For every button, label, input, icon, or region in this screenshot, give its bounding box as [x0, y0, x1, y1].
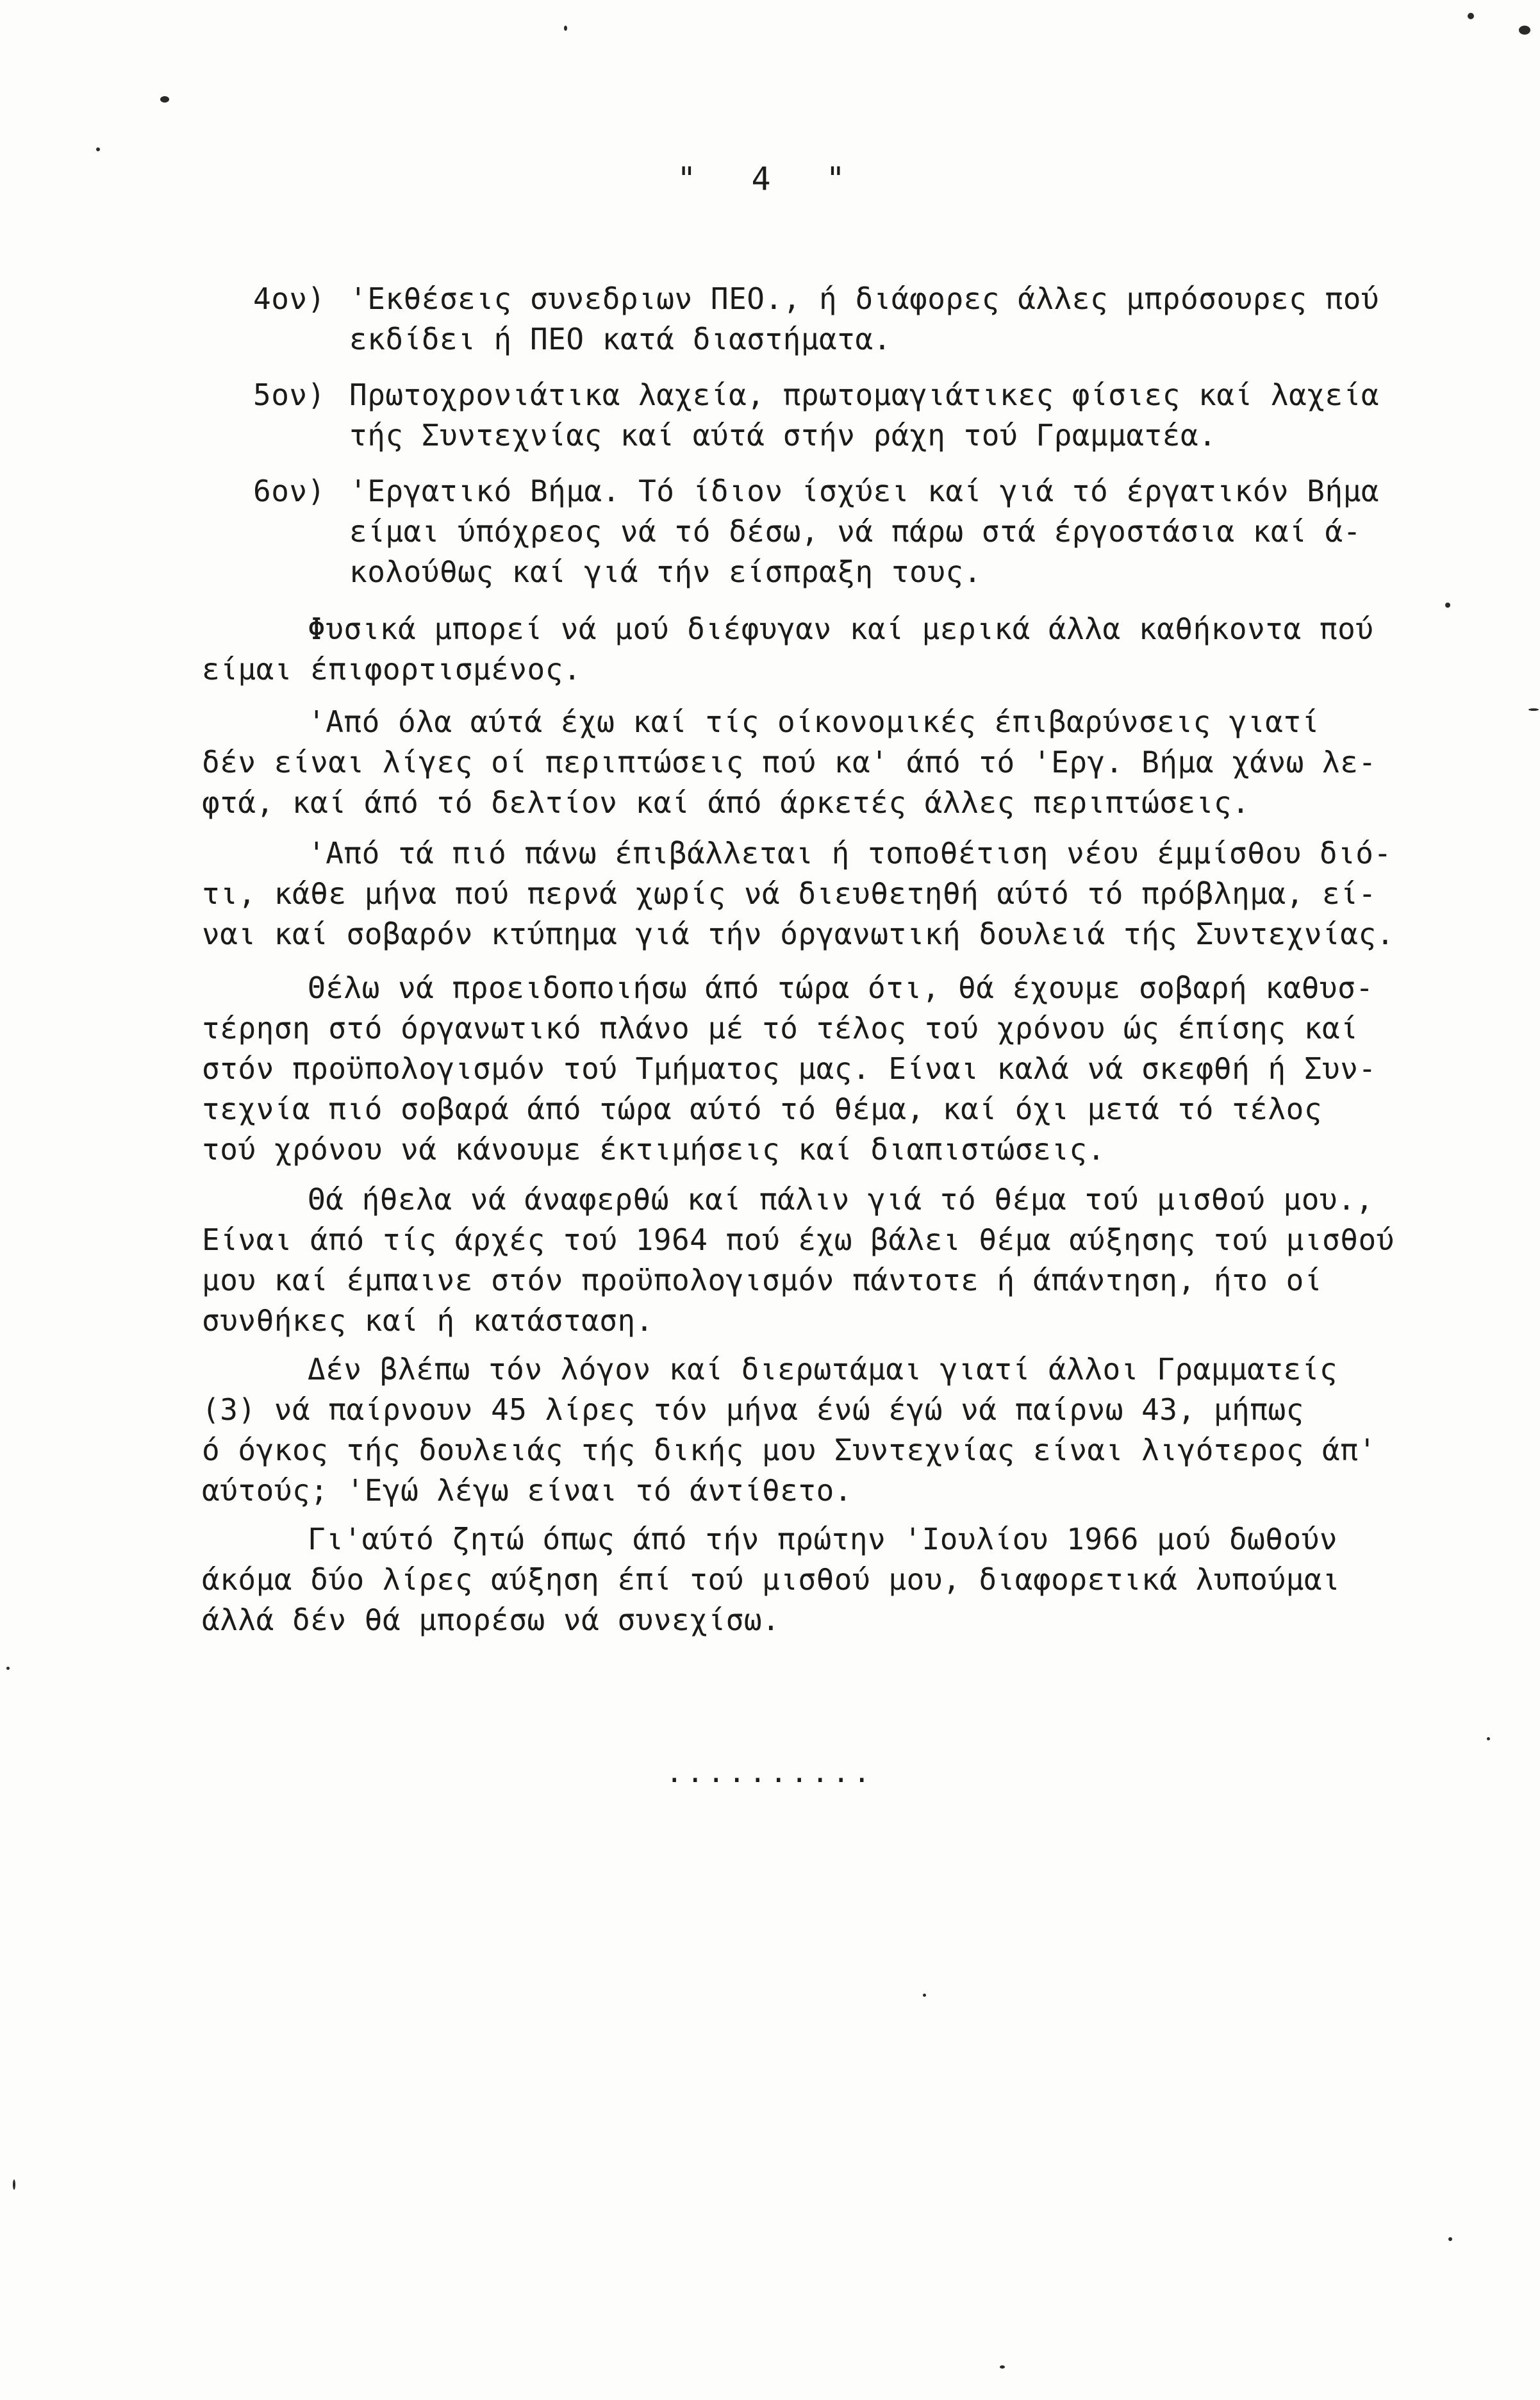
text-line: κολούθως καί γιά τήν είσπραξη τους.: [349, 554, 982, 589]
text-line: τι, κάθε μήνα πού περνά χωρίς νά διευθετηθή αύτό τό πρόβλημα, εί-: [202, 876, 1377, 911]
text-line: άκόμα δύο λίρες αύξηση έπί τού μισθού μου, διαφορετικά λυπούμαι: [202, 1562, 1341, 1597]
scan-speck: [923, 1994, 926, 1997]
text-line: ναι καί σοβαρόν κτύπημα γιά τήν όργανωτική δουλειά τής Συντεχνίας.: [202, 917, 1395, 951]
text-line: στόν προϋπολογισμόν τού Τμήματος μας. Είναι καλά νά σκεφθή ή Συν-: [202, 1051, 1377, 1086]
scan-speck: [13, 2179, 15, 2190]
text-line: ό όγκος τής δουλειάς τής δικής μου Συντεχνίας είναι λιγότερος άπ': [202, 1433, 1377, 1467]
paragraph: [202, 1519, 1484, 1640]
scan-speck: [1487, 1737, 1490, 1740]
scan-speck: [1448, 2237, 1452, 2241]
text-line: 'Από τά πιό πάνω έπιβάλλεται ή τοποθέτιση νέου έμμίσθου διό-: [308, 836, 1392, 871]
text-line: 'Εκθέσεις συνεδριων ΠΕΟ., ή διάφορες άλλες μπρόσουρες πού: [349, 281, 1380, 316]
text-line: άλλά δέν θά μπορέσω νά συνεχίσω.: [202, 1603, 781, 1637]
text-line: Είναι άπό τίς άρχές τού 1964 πού έχω βάλει θέμα αύξησης τού μισθού: [202, 1222, 1395, 1257]
paragraph: [202, 702, 1484, 823]
text-line: τής Συντεχνίας καί αύτά στήν ράχη τού Γραμματέα.: [349, 418, 1217, 453]
paragraph: [202, 1349, 1484, 1511]
text-line: (3) νά παίρνουν 45 λίρες τόν μήνα ένώ έγώ νά παίρνω 43, μήπως: [202, 1392, 1304, 1427]
text-line: φτά, καί άπό τό δελτίον καί άπό άρκετές άλλες περιπτώσεις.: [202, 785, 1250, 820]
page-number: " 4 ": [677, 160, 863, 197]
item-text: [349, 279, 1379, 360]
scan-speck: [6, 1667, 10, 1670]
scan-speck: [1528, 708, 1539, 711]
text-line: Θά ήθελα νά άναφερθώ καί πάλιν γιά τό θέμα τού μισθού μου.,: [308, 1182, 1374, 1217]
text-line: τού χρόνου νά κάνουμε έκτιμήσεις καί διαπιστώσεις.: [202, 1132, 1105, 1167]
text-line: Πρωτοχρονιάτικα λαχεία, πρωτομαγιάτικες φίσιες καί λαχεία: [349, 378, 1380, 412]
text-line: Γι'αύτό ζητώ όπως άπό τήν πρώτην 'Ιουλίου 1966 μού δωθούν: [308, 1522, 1338, 1556]
scan-speck: [1519, 26, 1530, 35]
item-text: [349, 471, 1379, 592]
text-line: 'Από όλα αύτά έχω καί τίς οίκονομικές έπιβαρύνσεις γιατί: [308, 704, 1320, 739]
scan-speck: [1000, 2365, 1005, 2369]
text-line: συνθήκες καί ή κατάσταση.: [202, 1303, 654, 1338]
text-line: Θέλω νά προειδοποιήσω άπό τώρα ότι, θά έχουμε σοβαρή καθυσ-: [308, 971, 1374, 1005]
text-line: δέν είναι λίγες οί περιπτώσεις πού κα' άπό τό 'Εργ. Βήμα χάνω λε-: [202, 745, 1377, 779]
scan-speck: [564, 26, 567, 31]
text-line: αύτούς; 'Εγώ λέγω είναι τό άντίθετο.: [202, 1473, 852, 1508]
paragraph: [202, 609, 1484, 690]
text-line: εκδίδει ή ΠΕΟ κατά διαστήματα.: [349, 322, 891, 356]
item-number: 4ον): [253, 281, 326, 316]
paragraph: [202, 833, 1484, 954]
text-line: Δέν βλέπω τόν λόγον καί διερωτάμαι γιατί άλλοι Γραμματείς: [308, 1352, 1338, 1387]
text-line: είμαι ύπόχρεος νά τό δέσω, νά πάρω στά έργοστάσια καί ά-: [349, 514, 1361, 549]
paragraph: [202, 1179, 1484, 1341]
scan-speck: [1468, 13, 1474, 19]
scan-speck: [1445, 603, 1450, 608]
item-number: 6ον): [253, 474, 326, 508]
text-line: τεχνία πιό σοβαρά άπό τώρα αύτό τό θέμα, καί όχι μετά τό τέλος: [202, 1092, 1323, 1126]
text-line: τέρηση στό όργανωτικό πλάνο μέ τό τέλος τού χρόνου ώς έπίσης καί: [202, 1011, 1359, 1046]
scan-speck: [96, 147, 100, 151]
paragraph: [202, 968, 1484, 1170]
text-line: Φυσικά μπορεί νά μού διέφυγαν καί μερικά άλλα καθήκοντα πού: [308, 612, 1374, 646]
scan-speck: [160, 96, 169, 103]
text-line: 'Εργατικό Βήμα. Τό ίδιον ίσχύει καί γιά τό έργατικόν Βήμα: [349, 474, 1380, 508]
item-text: [349, 375, 1379, 456]
separator-dots: ..........: [666, 1756, 874, 1789]
item-number: 5ον): [253, 378, 326, 412]
text-line: μου καί έμπαινε στόν προϋπολογισμόν πάντοτε ή άπάντηση, ήτο οί: [202, 1263, 1323, 1297]
text-line: είμαι έπιφορτισμένος.: [202, 652, 582, 687]
